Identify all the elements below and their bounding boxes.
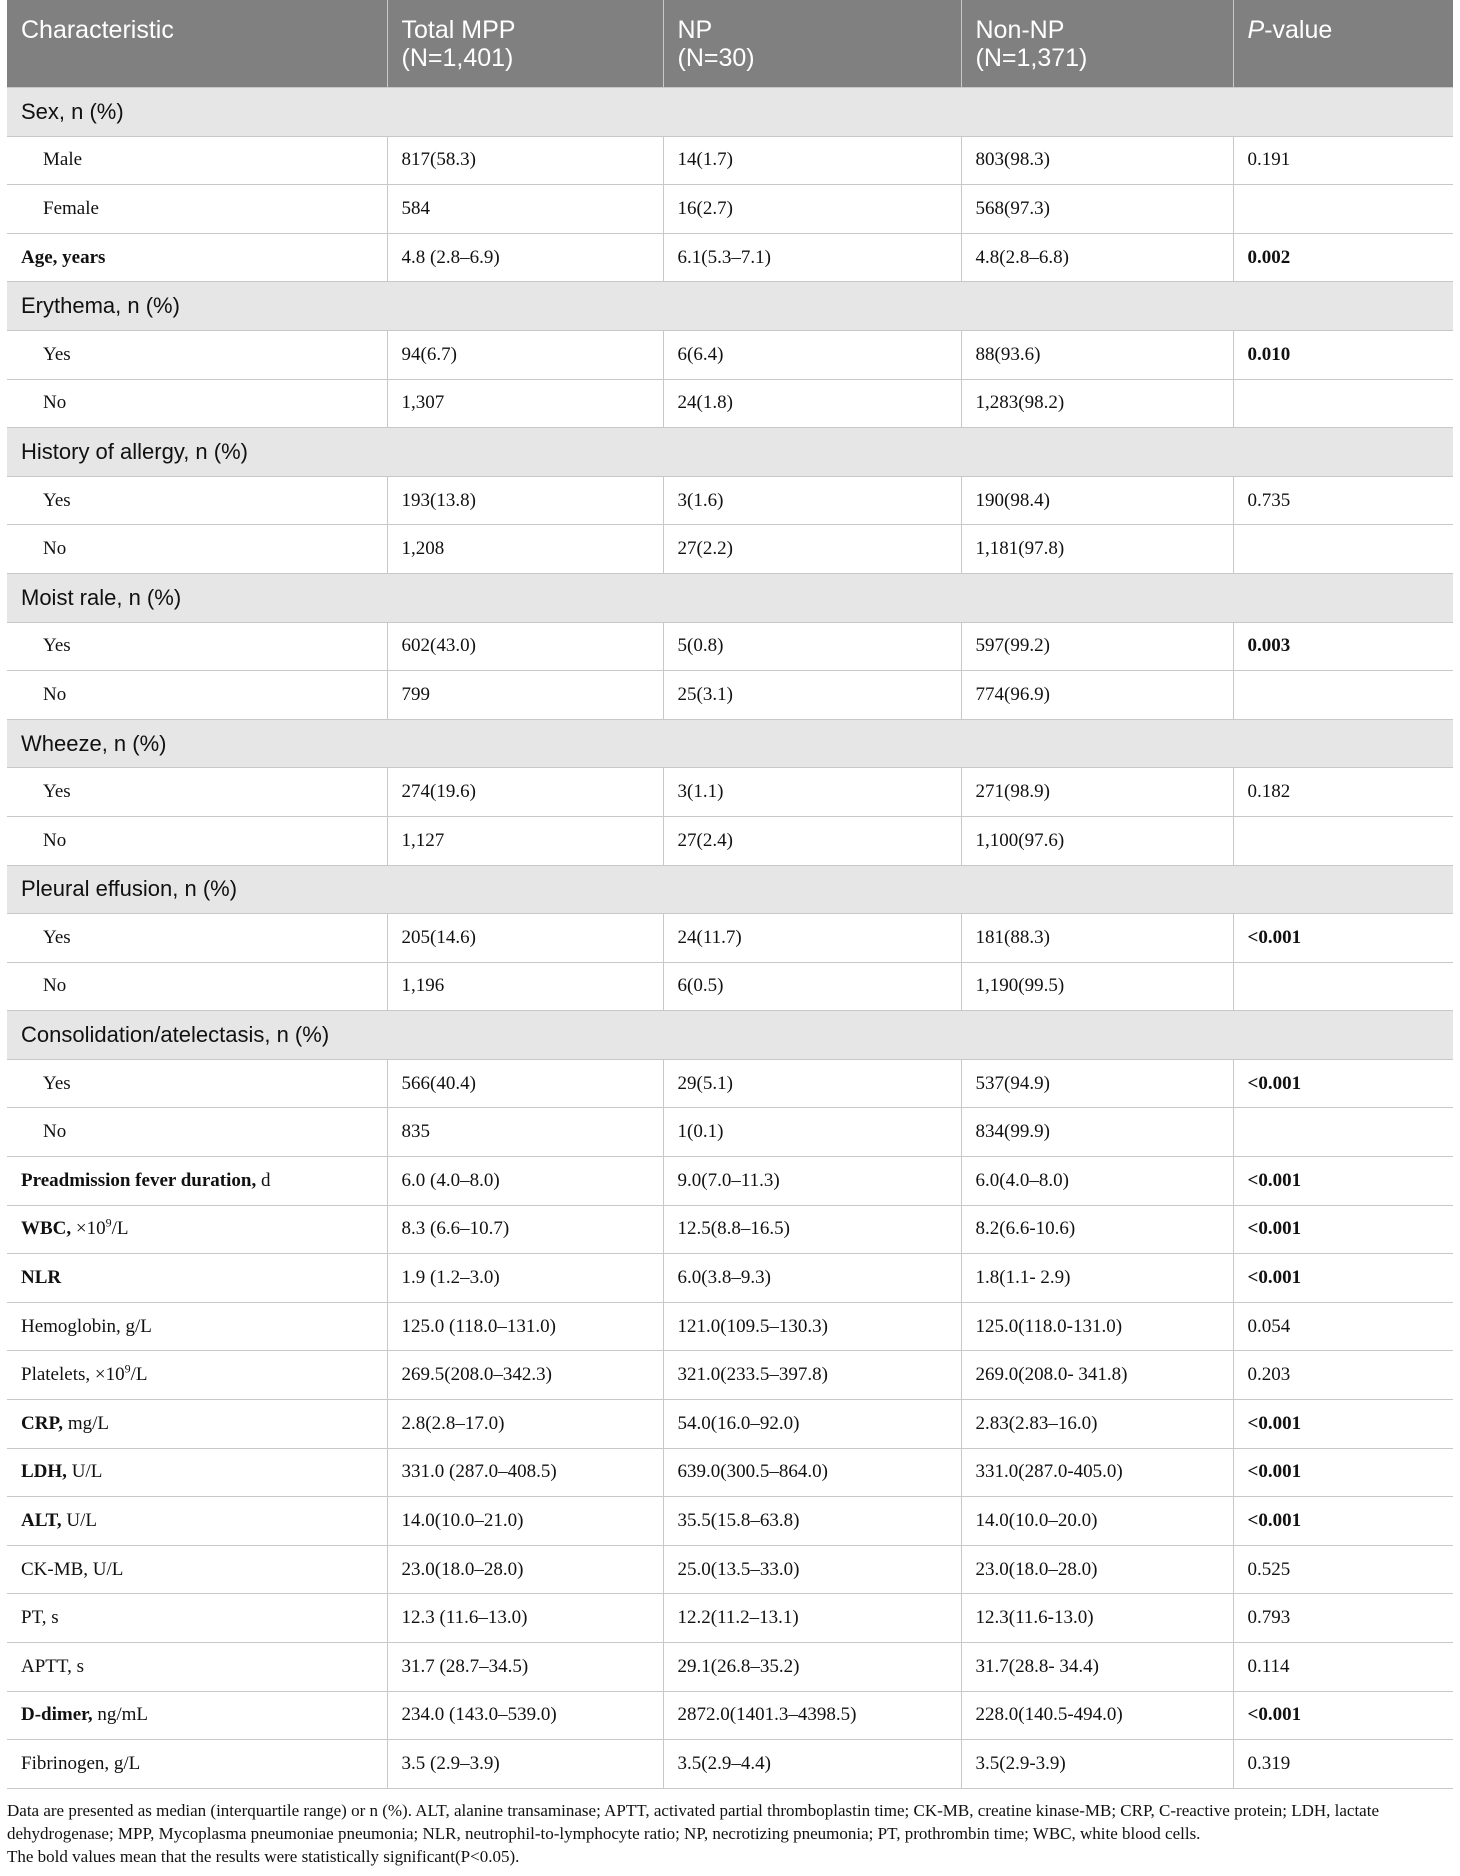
row-label: No [7, 1108, 387, 1157]
cell-np: 12.2(11.2–13.1) [663, 1594, 961, 1643]
cell-np: 6.1(5.3–7.1) [663, 233, 961, 282]
row-label: APTT, s [7, 1643, 387, 1692]
table-row [7, 136, 1453, 185]
cell-np: 25(3.1) [663, 671, 961, 720]
table-row [7, 1400, 1453, 1449]
cell-p-value: 0.203 [1233, 1351, 1453, 1400]
cell-np: 29(5.1) [663, 1059, 961, 1108]
cell-non-np: 1.8(1.1- 2.9) [961, 1254, 1233, 1303]
cell-p-value: <0.001 [1233, 1254, 1453, 1303]
row-label: Preadmission fever duration, d [7, 1157, 387, 1206]
row-label: NLR [7, 1254, 387, 1303]
section-label: Moist rale, n (%) [7, 573, 1453, 622]
cell-non-np: 331.0(287.0-405.0) [961, 1448, 1233, 1497]
cell-non-np: 774(96.9) [961, 671, 1233, 720]
cell-np: 27(2.2) [663, 525, 961, 574]
table-row [7, 1691, 1453, 1740]
table-footnotes [7, 1799, 1453, 1868]
cell-p-value: 0.191 [1233, 136, 1453, 185]
row-label: No [7, 671, 387, 720]
cell-non-np: 537(94.9) [961, 1059, 1233, 1108]
cell-total: 1,127 [387, 816, 663, 865]
cell-total: 94(6.7) [387, 330, 663, 379]
cell-total: 205(14.6) [387, 914, 663, 963]
cell-non-np: 4.8(2.8–6.8) [961, 233, 1233, 282]
row-label: D-dimer, ng/mL [7, 1691, 387, 1740]
row-label: No [7, 962, 387, 1011]
cell-total: 31.7 (28.7–34.5) [387, 1643, 663, 1692]
table-row [7, 962, 1453, 1011]
cell-total: 23.0(18.0–28.0) [387, 1545, 663, 1594]
section-label: Wheeze, n (%) [7, 719, 1453, 768]
cell-p-value: 0.525 [1233, 1545, 1453, 1594]
section-row [7, 1011, 1453, 1060]
section-row [7, 865, 1453, 914]
cell-np: 14(1.7) [663, 136, 961, 185]
cell-np: 3(1.6) [663, 476, 961, 525]
cell-p-value: <0.001 [1233, 1497, 1453, 1546]
cell-p-value: 0.010 [1233, 330, 1453, 379]
cell-p-value: <0.001 [1233, 1691, 1453, 1740]
row-label: Yes [7, 476, 387, 525]
cell-non-np: 181(88.3) [961, 914, 1233, 963]
table-row [7, 1594, 1453, 1643]
cell-non-np: 14.0(10.0–20.0) [961, 1497, 1233, 1546]
cell-p-value: <0.001 [1233, 1059, 1453, 1108]
section-row [7, 719, 1453, 768]
cell-np: 5(0.8) [663, 622, 961, 671]
cell-non-np: 1,100(97.6) [961, 816, 1233, 865]
cell-p-value: <0.001 [1233, 1157, 1453, 1206]
section-label: Erythema, n (%) [7, 282, 1453, 331]
row-label: Yes [7, 1059, 387, 1108]
cell-np: 639.0(300.5–864.0) [663, 1448, 961, 1497]
cell-p-value: 0.114 [1233, 1643, 1453, 1692]
cell-p-value: <0.001 [1233, 1205, 1453, 1254]
cell-non-np: 8.2(6.6-10.6) [961, 1205, 1233, 1254]
cell-p-value: 0.002 [1233, 233, 1453, 282]
cell-non-np: 88(93.6) [961, 330, 1233, 379]
cell-total: 234.0 (143.0–539.0) [387, 1691, 663, 1740]
cell-np: 3(1.1) [663, 768, 961, 817]
section-row [7, 573, 1453, 622]
cell-p-value [1233, 185, 1453, 234]
row-label: Hemoglobin, g/L [7, 1302, 387, 1351]
cell-p-value [1233, 1108, 1453, 1157]
table-row [7, 768, 1453, 817]
cell-np: 25.0(13.5–33.0) [663, 1545, 961, 1594]
cell-np: 6.0(3.8–9.3) [663, 1254, 961, 1303]
cell-total: 12.3 (11.6–13.0) [387, 1594, 663, 1643]
table-row [7, 379, 1453, 428]
header-p-value: P-value [1233, 0, 1453, 88]
cell-total: 1,208 [387, 525, 663, 574]
table-row [7, 1157, 1453, 1206]
cell-non-np: 125.0(118.0-131.0) [961, 1302, 1233, 1351]
cell-total: 1,196 [387, 962, 663, 1011]
table-container [7, 0, 1453, 1868]
cell-np: 1(0.1) [663, 1108, 961, 1157]
row-label: Female [7, 185, 387, 234]
cell-np: 321.0(233.5–397.8) [663, 1351, 961, 1400]
table-row [7, 816, 1453, 865]
cell-np: 6(0.5) [663, 962, 961, 1011]
cell-np: 27(2.4) [663, 816, 961, 865]
cell-np: 121.0(109.5–130.3) [663, 1302, 961, 1351]
cell-np: 6(6.4) [663, 330, 961, 379]
header-row [7, 0, 1453, 88]
table-row [7, 1740, 1453, 1789]
cell-p-value [1233, 525, 1453, 574]
cell-non-np: 2.83(2.83–16.0) [961, 1400, 1233, 1449]
cell-total: 602(43.0) [387, 622, 663, 671]
row-label: No [7, 816, 387, 865]
cell-np: 24(11.7) [663, 914, 961, 963]
cell-non-np: 31.7(28.8- 34.4) [961, 1643, 1233, 1692]
cell-total: 566(40.4) [387, 1059, 663, 1108]
row-label: Male [7, 136, 387, 185]
cell-total: 835 [387, 1108, 663, 1157]
cell-np: 35.5(15.8–63.8) [663, 1497, 961, 1546]
cell-non-np: 269.0(208.0- 341.8) [961, 1351, 1233, 1400]
row-label: Fibrinogen, g/L [7, 1740, 387, 1789]
cell-np: 9.0(7.0–11.3) [663, 1157, 961, 1206]
table-row [7, 914, 1453, 963]
header-characteristic: Characteristic [7, 0, 387, 88]
cell-non-np: 228.0(140.5-494.0) [961, 1691, 1233, 1740]
table-row [7, 185, 1453, 234]
row-label: Yes [7, 330, 387, 379]
header-np: NP (N=30) [663, 0, 961, 88]
cell-total: 269.5(208.0–342.3) [387, 1351, 663, 1400]
cell-non-np: 597(99.2) [961, 622, 1233, 671]
cell-total: 1.9 (1.2–3.0) [387, 1254, 663, 1303]
table-row [7, 1497, 1453, 1546]
row-label: No [7, 525, 387, 574]
cell-total: 799 [387, 671, 663, 720]
row-label: LDH, U/L [7, 1448, 387, 1497]
cell-np: 12.5(8.8–16.5) [663, 1205, 961, 1254]
table-row [7, 476, 1453, 525]
cell-p-value [1233, 816, 1453, 865]
cell-p-value: 0.735 [1233, 476, 1453, 525]
footnote-significance: The bold values mean that the results were statistically significant(P<0.05). [7, 1846, 520, 1866]
cell-total: 8.3 (6.6–10.7) [387, 1205, 663, 1254]
cell-np: 54.0(16.0–92.0) [663, 1400, 961, 1449]
table-row [7, 1108, 1453, 1157]
cell-total: 4.8 (2.8–6.9) [387, 233, 663, 282]
row-label: Platelets, $\times 10^9/L$ [7, 1351, 387, 1400]
row-label: ALT, U/L [7, 1497, 387, 1546]
header-non-np: Non-NP (N=1,371) [961, 0, 1233, 88]
cell-non-np: 23.0(18.0–28.0) [961, 1545, 1233, 1594]
cell-total: 3.5 (2.9–3.9) [387, 1740, 663, 1789]
table-row [7, 1205, 1453, 1254]
table-row [7, 1254, 1453, 1303]
cell-p-value [1233, 379, 1453, 428]
cell-total: 193(13.8) [387, 476, 663, 525]
footnote-abbreviations: Data are presented as median (interquartile range) or n (%). ALT, alanine transaminase; APTT, activated partial thromboplastin time; CK-MB, creatine kinase-MB; CRP, C-reactive protein; LDH, lactate dehydrogenase; MPP, Mycoplasma pneumoniae pneumonia; NLR, neutrophil-to-lymphocyte ratio; NP, necrotizing pneumonia; PT, prothrombin time; WBC, white blood cells. [7, 1800, 1379, 1843]
cell-non-np: 1,190(99.5) [961, 962, 1233, 1011]
row-label: No [7, 379, 387, 428]
table-row [7, 1351, 1453, 1400]
row-label: Age, years [7, 233, 387, 282]
cell-p-value: <0.001 [1233, 1448, 1453, 1497]
cell-p-value: 0.182 [1233, 768, 1453, 817]
section-row [7, 282, 1453, 331]
cell-p-value: 0.319 [1233, 1740, 1453, 1789]
cell-non-np: 834(99.9) [961, 1108, 1233, 1157]
cell-total: 817(58.3) [387, 136, 663, 185]
cell-total: 584 [387, 185, 663, 234]
cell-p-value: 0.003 [1233, 622, 1453, 671]
cell-non-np: 568(97.3) [961, 185, 1233, 234]
cell-p-value: 0.793 [1233, 1594, 1453, 1643]
cell-non-np: 1,283(98.2) [961, 379, 1233, 428]
section-row [7, 428, 1453, 477]
cell-np: 2872.0(1401.3–4398.5) [663, 1691, 961, 1740]
table-row [7, 1059, 1453, 1108]
table-row [7, 1302, 1453, 1351]
cell-p-value [1233, 962, 1453, 1011]
cell-non-np: 803(98.3) [961, 136, 1233, 185]
cell-np: 3.5(2.9–4.4) [663, 1740, 961, 1789]
cell-p-value: <0.001 [1233, 914, 1453, 963]
cell-total: 14.0(10.0–21.0) [387, 1497, 663, 1546]
cell-total: 331.0 (287.0–408.5) [387, 1448, 663, 1497]
cell-non-np: 190(98.4) [961, 476, 1233, 525]
row-label: CRP, mg/L [7, 1400, 387, 1449]
row-label: WBC, $\times 10^9/L$ [7, 1205, 387, 1254]
cell-total: 274(19.6) [387, 768, 663, 817]
section-row [7, 88, 1453, 137]
cell-np: 29.1(26.8–35.2) [663, 1643, 961, 1692]
cell-non-np: 12.3(11.6-13.0) [961, 1594, 1233, 1643]
row-label: Yes [7, 622, 387, 671]
cell-np: 16(2.7) [663, 185, 961, 234]
table-row [7, 1643, 1453, 1692]
cell-p-value: 0.054 [1233, 1302, 1453, 1351]
section-label: Consolidation/atelectasis, n (%) [7, 1011, 1453, 1060]
cell-total: 2.8(2.8–17.0) [387, 1400, 663, 1449]
cell-non-np: 3.5(2.9-3.9) [961, 1740, 1233, 1789]
cell-non-np: 6.0(4.0–8.0) [961, 1157, 1233, 1206]
row-label: Yes [7, 768, 387, 817]
table-row [7, 525, 1453, 574]
cell-total: 125.0 (118.0–131.0) [387, 1302, 663, 1351]
table-row [7, 1545, 1453, 1594]
row-label: PT, s [7, 1594, 387, 1643]
section-label: Pleural effusion, n (%) [7, 865, 1453, 914]
table-row [7, 330, 1453, 379]
row-label: CK-MB, U/L [7, 1545, 387, 1594]
characteristics-table [7, 0, 1453, 1789]
section-label: Sex, n (%) [7, 88, 1453, 137]
row-label: Yes [7, 914, 387, 963]
table-row [7, 622, 1453, 671]
section-label: History of allergy, n (%) [7, 428, 1453, 477]
cell-total: 1,307 [387, 379, 663, 428]
table-row [7, 233, 1453, 282]
cell-non-np: 1,181(97.8) [961, 525, 1233, 574]
table-row [7, 671, 1453, 720]
cell-non-np: 271(98.9) [961, 768, 1233, 817]
cell-p-value [1233, 671, 1453, 720]
cell-p-value: <0.001 [1233, 1400, 1453, 1449]
cell-np: 24(1.8) [663, 379, 961, 428]
table-row [7, 1448, 1453, 1497]
header-total-mpp: Total MPP (N=1,401) [387, 0, 663, 88]
cell-total: 6.0 (4.0–8.0) [387, 1157, 663, 1206]
